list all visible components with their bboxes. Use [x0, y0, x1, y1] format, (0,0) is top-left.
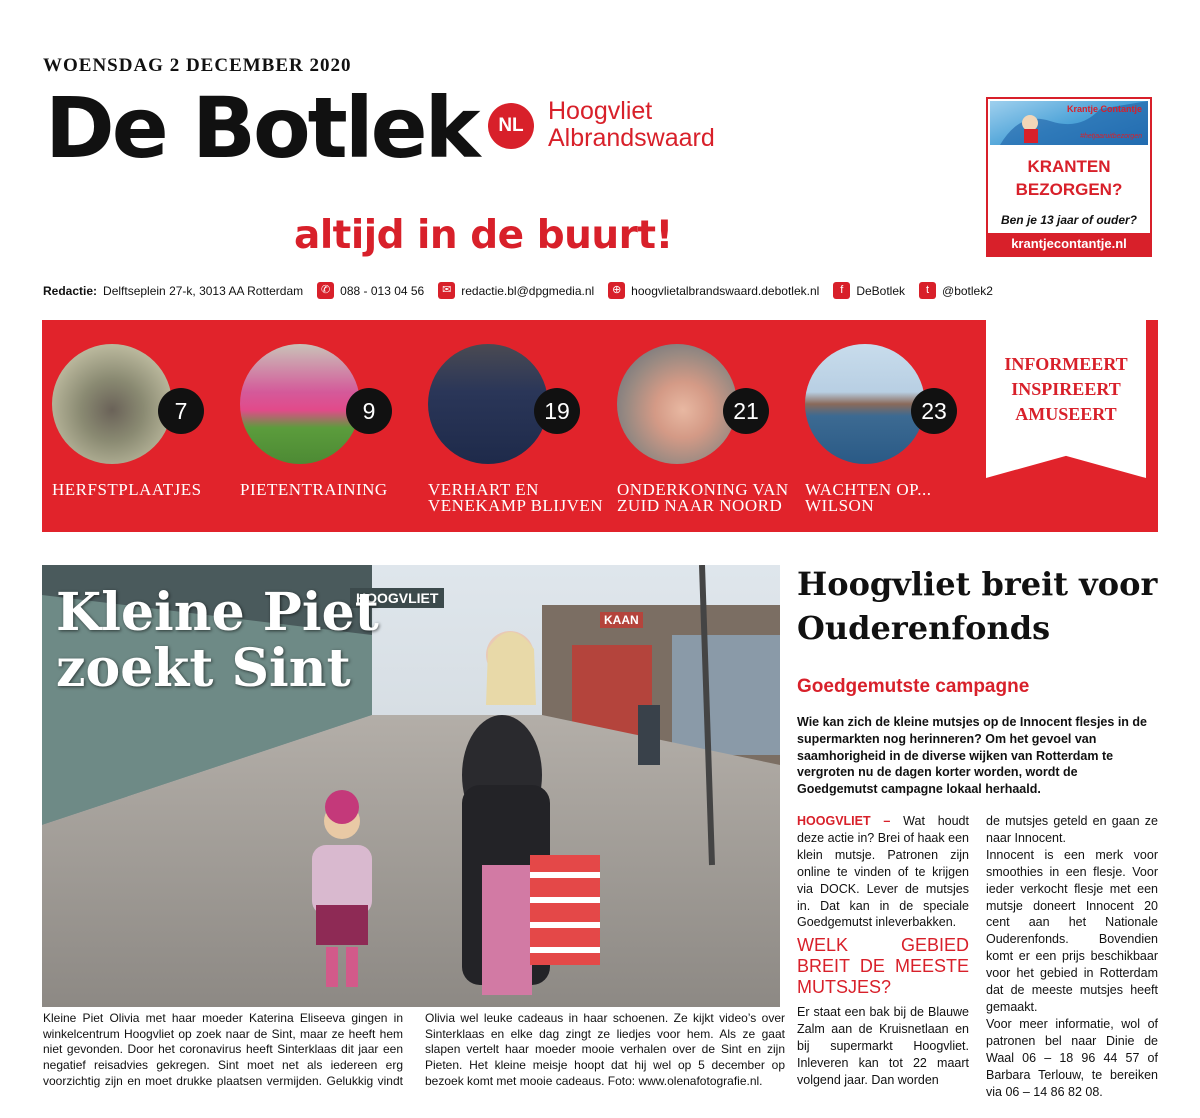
article-body-2: Er staat een bak bij de Blauwe Zalm aan de Kruisnetlaan en bij supermarkt Hoogvliet. Inleveren kan tot 22 maart volgend jaar. Dan worden	[797, 1005, 969, 1087]
contact-facebook[interactable]: DeBotlek	[856, 283, 906, 298]
ad-title	[988, 155, 1150, 201]
article-column-2	[986, 813, 1158, 1100]
article-headline: Hoogvliet breit voor Ouderenfonds	[797, 565, 1158, 647]
article-crosshead: WELK GEBIED BREIT DE MEESTE MUTSJES?	[797, 935, 969, 998]
masthead-slogan: altijd in de buurt!	[294, 213, 673, 258]
ribbon-line-2: INSPIREERT	[1011, 379, 1121, 399]
teaser-label: VERHART EN VENEKAMP BLIJVEN	[428, 480, 604, 515]
nl-badge: NL	[488, 103, 534, 149]
ad-url[interactable]: krantjecontantje.nl	[988, 233, 1150, 255]
photo-headline-line-2: zoekt Sint	[56, 638, 351, 699]
twitter-icon: t	[919, 282, 936, 299]
article-paragraph	[797, 813, 969, 931]
article-subhead: Goedgemutste campagne	[797, 676, 1030, 697]
teaser-photo-harbour	[805, 344, 925, 464]
teaser-label: PIETENTRAINING	[240, 480, 388, 499]
teaser-page-number: 21	[723, 388, 769, 434]
teaser-label: HERFSTPLAATJES	[52, 480, 202, 499]
teaser-photo-children	[240, 344, 360, 464]
teaser-page-number: 23	[911, 388, 957, 434]
teaser-page-number: 19	[534, 388, 580, 434]
ribbon-line-3: AMUSEERT	[1015, 404, 1117, 424]
photo-headline	[56, 582, 379, 699]
region-line-1: Hoogvliet	[548, 97, 653, 125]
masthead-title: De Botlek	[45, 79, 478, 177]
teaser-photo-bird	[52, 344, 172, 464]
mail-icon: ✉	[438, 282, 455, 299]
article-body-5: Voor meer informatie, wol of patronen bel naar Dinie de Waal 06 – 18 96 44 57 of Barbara Terlouw, te bereiken via 06 – 14 86 82 08.	[986, 1016, 1158, 1099]
advertisement[interactable]	[986, 97, 1152, 257]
article-body-3: de mutsjes geteld en gaan ze naar Innocent.	[986, 814, 1158, 845]
article-intro: Wie kan zich de kleine mutsjes op de Innocent flesjes in de supermarkten nog herinneren? Om het gevoel van saamhorigheid in de diverse wijken van Rotterdam te vergroten nu de dagen korter worden, wordt de Goedgemutst campagne lokaal herhaald.	[797, 715, 1147, 797]
teaser-page-number: 7	[158, 388, 204, 434]
contact-address: Delftseplein 27-k, 3013 AA Rotterdam	[103, 283, 304, 298]
photo-headline-line-1: Kleine Piet	[56, 582, 379, 643]
facebook-icon: f	[833, 282, 850, 299]
article-body-1: Wat houdt deze actie in? Brei of haak een klein mutsje. Patronen zijn online te vinden of te krijgen via DOCK. Lever de mutsjes in. Dat kan in de speciale Goedgemutst inleverbakken.	[797, 814, 969, 930]
teaser-photo-men	[428, 344, 548, 464]
ad-question: Ben je 13 jaar of ouder?	[1000, 213, 1138, 227]
ad-brand: Krantje Contantje	[1066, 104, 1142, 114]
ad-title-line-1: KRANTEN	[1027, 157, 1111, 176]
teaser-banner	[42, 320, 1158, 532]
ribbon-line-1: INFORMEERT	[1004, 354, 1128, 374]
ribbon-text	[986, 352, 1146, 427]
issue-date: WOENSDAG 2 DECEMBER 2020	[43, 55, 352, 76]
teaser-label: WACHTEN OP... WILSON	[805, 480, 932, 515]
contact-email[interactable]: redactie.bl@dpgmedia.nl	[461, 283, 595, 298]
contact-label: Redactie:	[43, 283, 98, 298]
ad-title-line-2: BEZORGEN?	[1015, 180, 1123, 199]
contact-bar	[43, 282, 993, 299]
ad-image	[990, 101, 1148, 145]
article-body-4: Innocent is een merk voor smoothies in een flesje. Voor ieder verkocht flesje met een mutsje doneert Innocent 20 cent aan het Nationale Ouderenfonds. Bovendien komt er een prijs beschikbaar voor het gebied in Rotterdam dat de meeste mutsjes heeft gemaakt.	[986, 847, 1158, 1014]
shop-sign: KAAN	[600, 612, 643, 628]
photo-caption: Kleine Piet Olivia met haar moeder Katerina Eliseeva gingen in winkelcentrum Hoogvliet op zoek naar de Sint, maar ze heeft hem niet gevonden. Door het coronavirus heeft Sinterklaas dit jaar een negatief reisadvies gekregen. Sint moet net als iedereen erg voorzichtig zijn en moet drukke plaatsen vermijden. Gelukkig vindt Olivia wel leuke cadeaus in haar schoenen. Ze kijkt video’s over Sinterklaas en elke dag zingt ze liedjes voor hem. Als ze gaat slapen vertelt haar moeder mooie verhalen over de Sint en zijn Pieten. Het kleine meisje hoopt dat hij wel op 5 december op bezoek komt met mooie cadeaus. Foto: www.olenafotografie.nl.	[43, 1011, 785, 1088]
teaser-label: ONDERKONING VAN ZUID NAAR NOORD	[617, 480, 789, 515]
ad-tagline: #hetjaaruitbezorgen	[1080, 133, 1142, 140]
masthead-region	[548, 98, 715, 152]
article-dateline: HOOGVLIET –	[797, 814, 891, 828]
contact-phone[interactable]: 088 - 013 04 56	[340, 283, 425, 298]
teaser-photo-portrait	[617, 344, 737, 464]
contact-website[interactable]: hoogvlietalbrandswaard.debotlek.nl	[631, 283, 820, 298]
article-column-1	[797, 813, 969, 1089]
phone-icon: ✆	[317, 282, 334, 299]
globe-icon: ⊕	[608, 282, 625, 299]
store-sign: HOOGVLIET	[350, 588, 444, 608]
region-line-2: Albrandswaard	[548, 124, 715, 152]
contact-twitter[interactable]: @botlek2	[942, 283, 993, 298]
teaser-page-number: 9	[346, 388, 392, 434]
